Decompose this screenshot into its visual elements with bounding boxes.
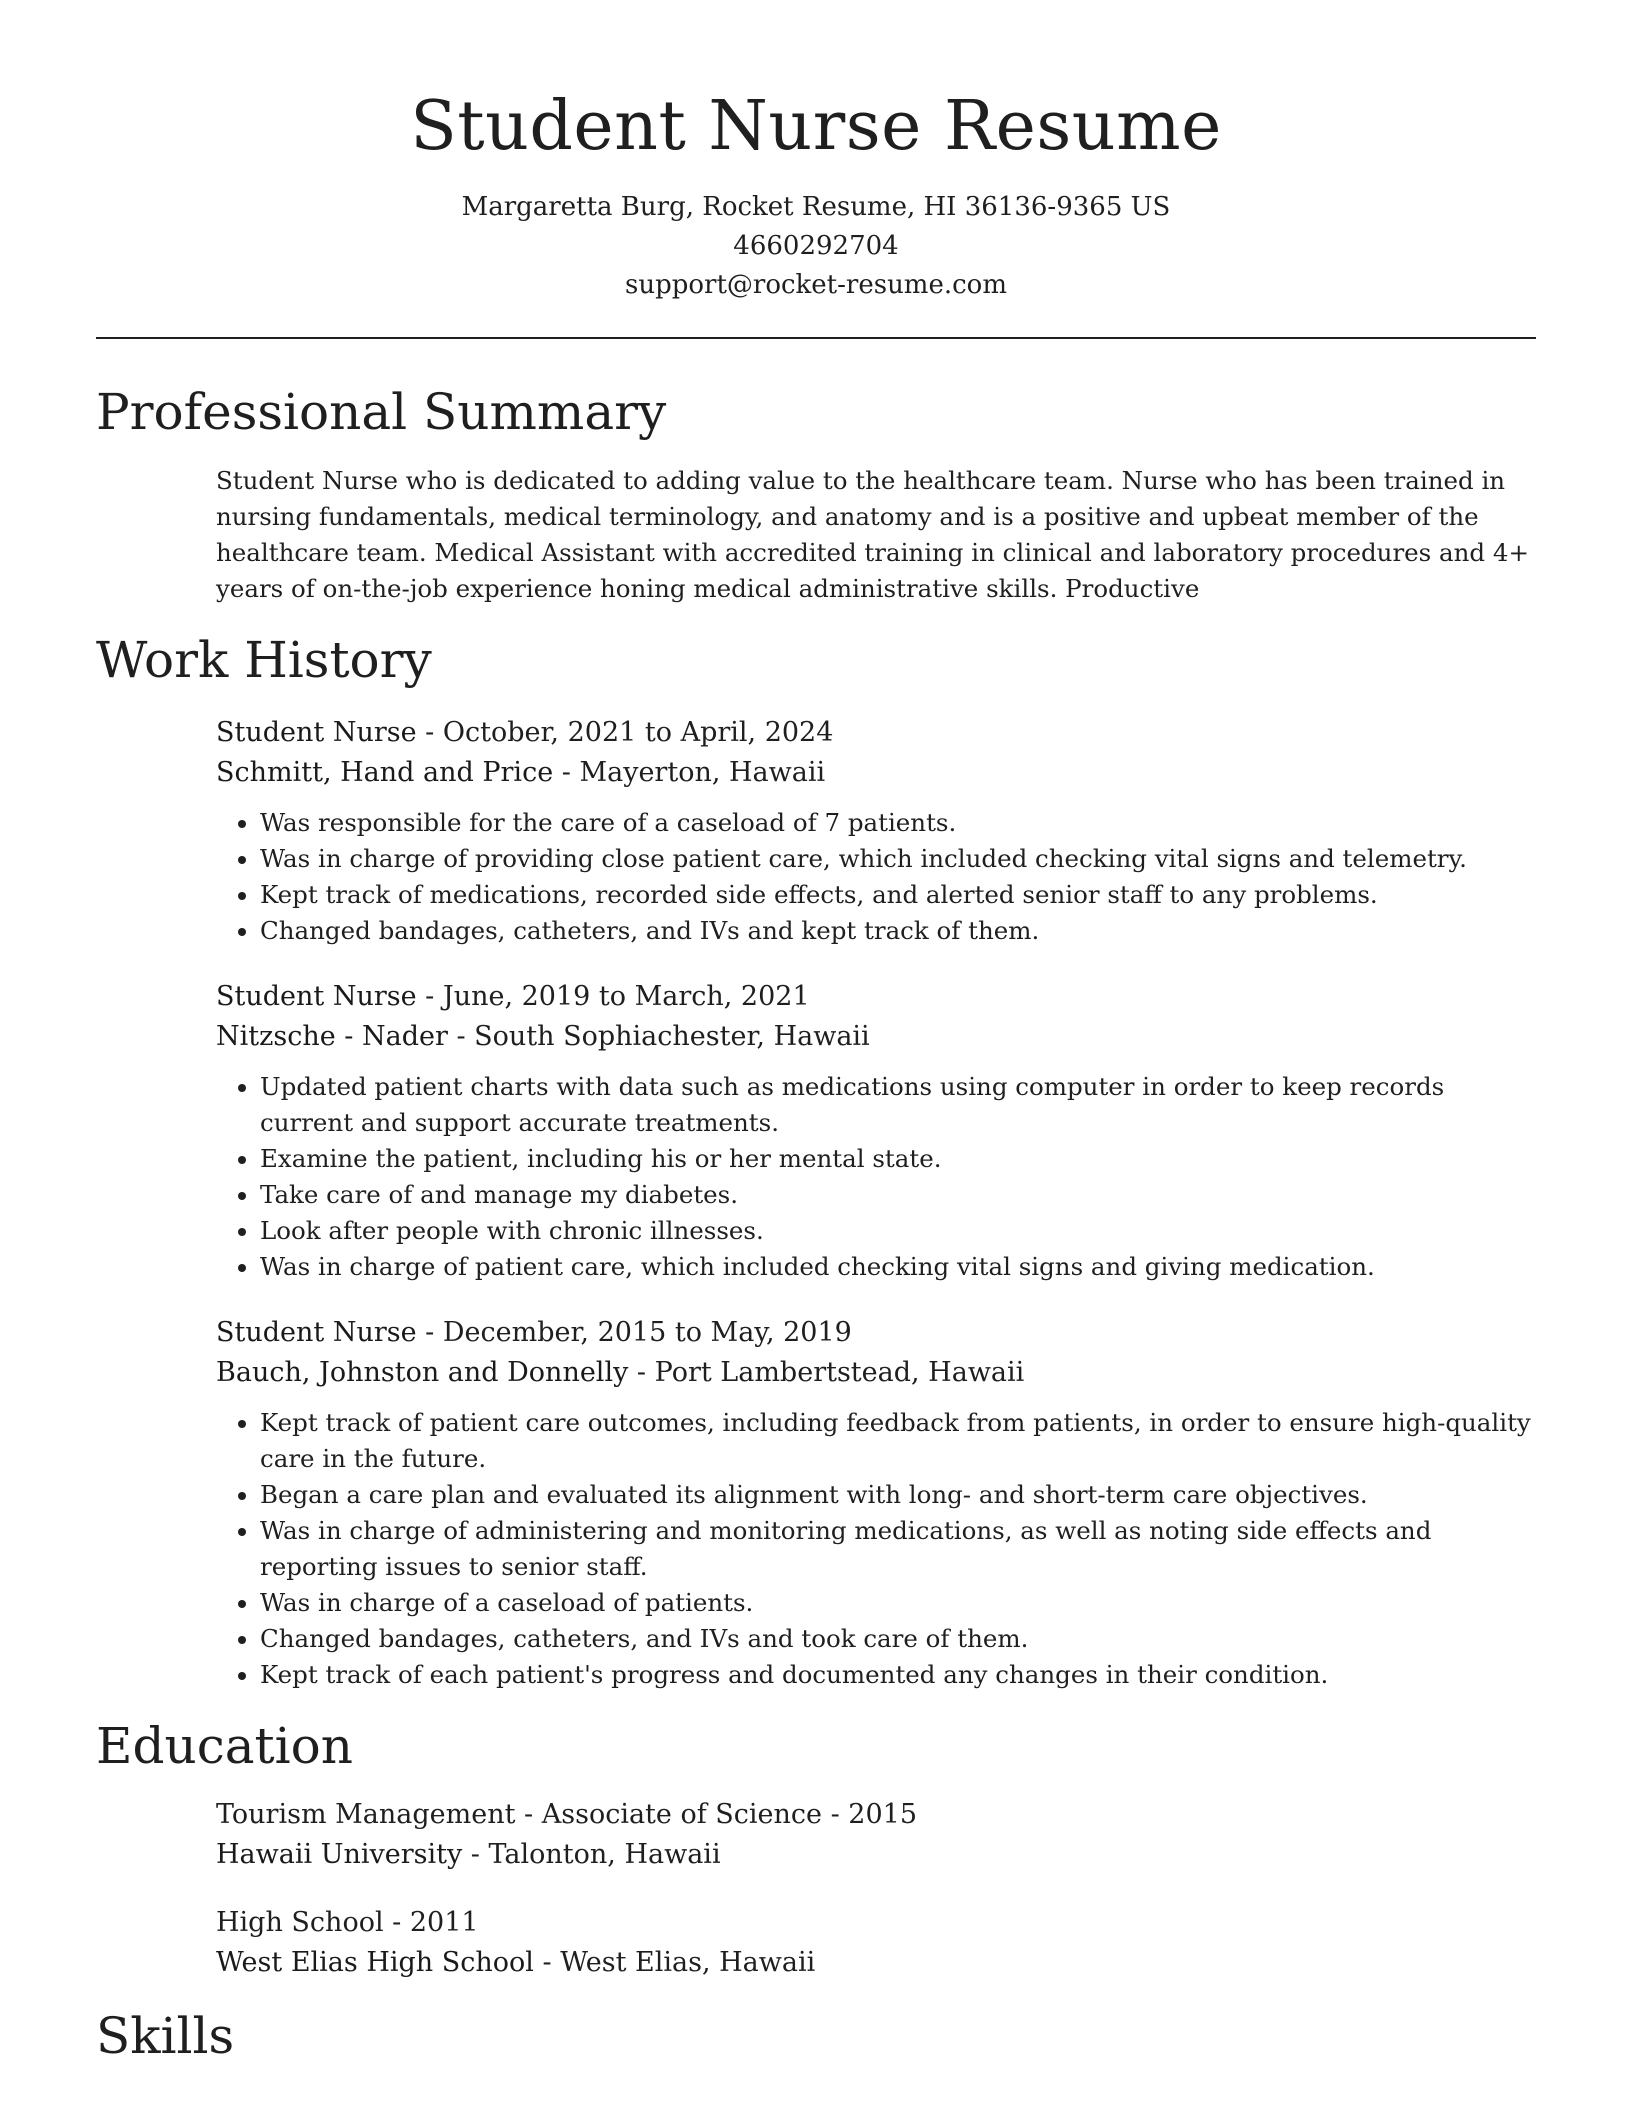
job-bullet: • Look after people with chronic illnesses. [260,1213,1536,1249]
summary-body [216,463,1536,607]
job-company-line [216,753,1536,793]
education-school-line [216,1835,1536,1875]
summary-text: Student Nurse who is dedicated to adding value to the healthcare team. Nurse who has been trained in nursing fundamentals, medical terminology, and anatomy and is a positive and upbeat member of the healthcare team. Medical Assistant with accredited training in clinical and laboratory procedures and 4+ years of on-the-job experience honing medical administrative skills. Productive [216,466,1529,603]
education-degree: High School - 2011 [216,1907,479,1938]
job-bullets [216,805,1536,949]
work-history-body [216,713,1536,1693]
job-location: - South Sophiachester, Hawaii [447,1021,870,1052]
job-bullets [216,1405,1536,1693]
contact-phone: 4660292704 [733,231,899,261]
resume-page [96,0,1536,2069]
job-bullet: • Was in charge of a caseload of patients. [260,1585,1536,1621]
job-dates: - June, 2019 to March, 2021 [416,981,810,1012]
job-bullet: • Changed bandages, catheters, and IVs and kept track of them. [260,913,1536,949]
job-bullet: • Was responsible for the care of a caseload of 7 patients. [260,805,1536,841]
job-title-line [216,977,1536,1017]
education-school-line [216,1943,1536,1983]
job-bullet: • Changed bandages, catheters, and IVs and took care of them. [260,1621,1536,1657]
education-school: West Elias High School [216,1947,534,1978]
job-bullet: • Kept track of medications, recorded side effects, and alerted senior staff to any problems. [260,877,1536,913]
job-role: Student Nurse [216,1317,417,1348]
header-divider [96,337,1536,339]
summary-heading: Professional Summary [96,383,667,441]
education-body [216,1795,1536,1983]
contact-email: support@rocket-resume.com [624,270,1007,300]
job-bullet: • Take care of and manage my diabetes. [260,1177,1536,1213]
job-bullet: • Was in charge of patient care, which included checking vital signs and giving medication. [260,1249,1536,1285]
education-entry [216,1903,1536,1983]
job-entry [216,1313,1536,1693]
education-location: - West Elias, Hawaii [533,1947,816,1978]
resume-header [96,0,1536,305]
page-title: Student Nurse Resume [410,87,1222,166]
job-title-line [216,713,1536,753]
education-heading: Education [96,1717,353,1775]
education-school: Hawaii University [216,1839,463,1870]
job-bullet: • Updated patient charts with data such as medications using computer in order to keep records current and support accurate treatments. [260,1069,1536,1141]
contact-address: Margaretta Burg, Rocket Resume, HI 36136-9365 US [461,192,1171,222]
education-location: - Talonton, Hawaii [462,1839,721,1870]
contact-info [96,188,1536,305]
job-bullet: • Kept track of each patient's progress and documented any changes in their condition. [260,1657,1536,1693]
job-entry [216,977,1536,1285]
skills-section [96,2003,1536,2069]
work-history-section [96,627,1536,1693]
job-entry [216,713,1536,949]
job-location: - Port Lambertstead, Hawaii [628,1357,1025,1388]
job-bullet: • Was in charge of providing close patient care, which included checking vital signs and telemetry. [260,841,1536,877]
job-title-line [216,1313,1536,1353]
job-bullet: • Was in charge of administering and monitoring medications, as well as noting side effects and reporting issues to senior staff. [260,1513,1536,1585]
job-company: Bauch, Johnston and Donnelly [216,1357,629,1388]
education-degree: Tourism Management - Associate of Science - 2015 [216,1799,918,1830]
job-role: Student Nurse [216,981,417,1012]
job-bullet: • Kept track of patient care outcomes, including feedback from patients, in order to ensure high-quality care in the future. [260,1405,1536,1477]
job-company-line [216,1353,1536,1393]
job-bullet: • Began a care plan and evaluated its alignment with long- and short-term care objectives. [260,1477,1536,1513]
job-dates: - October, 2021 to April, 2024 [416,717,834,748]
job-location: - Mayerton, Hawaii [553,757,826,788]
job-role: Student Nurse [216,717,417,748]
job-company: Schmitt, Hand and Price [216,757,554,788]
education-entry [216,1795,1536,1875]
work-history-heading: Work History [96,631,432,689]
job-company-line [216,1017,1536,1057]
job-company: Nitzsche - Nader [216,1021,448,1052]
job-bullets [216,1069,1536,1285]
skills-heading: Skills [96,2007,235,2065]
education-section [96,1713,1536,1983]
job-dates: - December, 2015 to May, 2019 [416,1317,852,1348]
summary-section [96,379,1536,607]
job-bullet: • Examine the patient, including his or her mental state. [260,1141,1536,1177]
